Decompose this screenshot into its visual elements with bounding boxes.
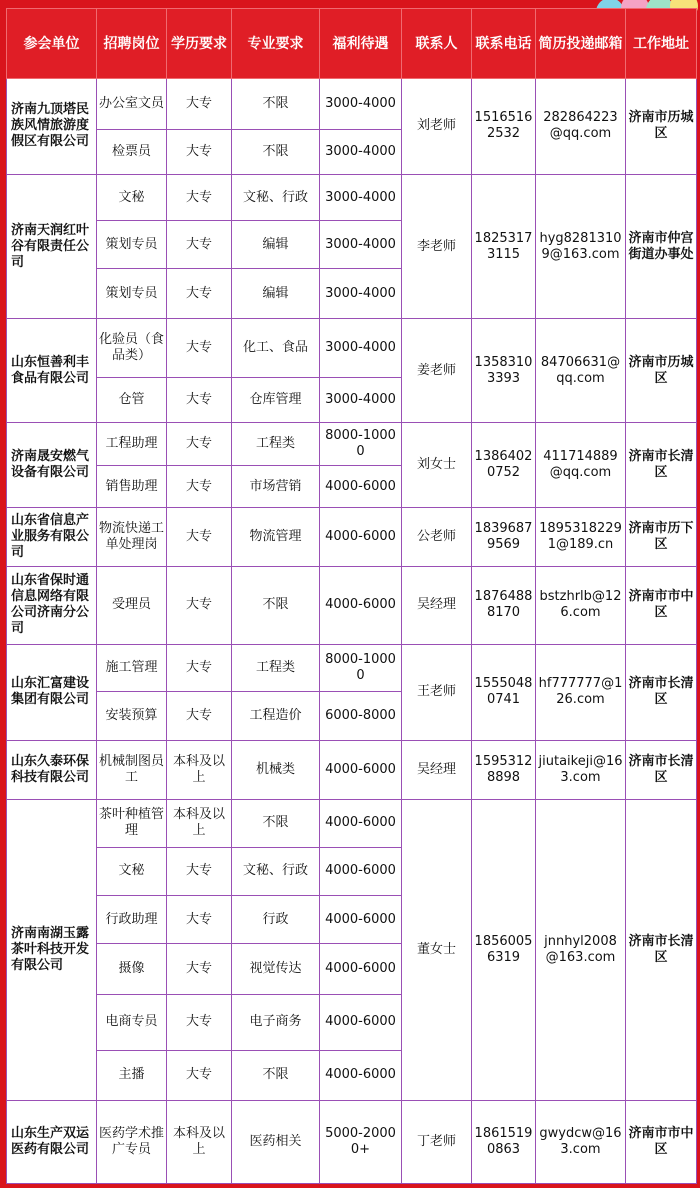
salary-cell: 3000-4000 bbox=[320, 79, 402, 130]
salary-cell: 6000-8000 bbox=[320, 692, 402, 740]
contact-cell: 吴经理 bbox=[402, 566, 472, 644]
position-cell: 化验员（食品类） bbox=[97, 319, 167, 378]
recruitment-panel bbox=[6, 8, 696, 1184]
education-cell: 大专 bbox=[167, 377, 232, 422]
education-cell: 大专 bbox=[167, 944, 232, 995]
salary-cell: 3000-4000 bbox=[320, 268, 402, 319]
location-cell: 济南市长清区 bbox=[626, 644, 697, 740]
header-contact: 联系人 bbox=[402, 9, 472, 79]
education-cell: 大专 bbox=[167, 174, 232, 220]
email-cell: gwydcw@163.com bbox=[536, 1101, 626, 1184]
email-cell: jiutaikeji@163.com bbox=[536, 740, 626, 800]
education-cell: 大专 bbox=[167, 508, 232, 567]
major-cell: 机械类 bbox=[232, 740, 320, 800]
location-cell: 济南市历下区 bbox=[626, 508, 697, 567]
location-cell: 济南市仲宫街道办事处 bbox=[626, 174, 697, 318]
table-row bbox=[7, 644, 697, 691]
header-location: 工作地址 bbox=[626, 9, 697, 79]
position-cell: 受理员 bbox=[97, 566, 167, 644]
email-cell: bstzhrlb@126.com bbox=[536, 566, 626, 644]
position-cell: 工程助理 bbox=[97, 423, 167, 465]
major-cell: 物流管理 bbox=[232, 508, 320, 567]
company-cell: 济南晟安燃气设备有限公司 bbox=[7, 423, 97, 508]
education-cell: 大专 bbox=[167, 692, 232, 740]
salary-cell: 3000-4000 bbox=[320, 221, 402, 268]
position-cell: 行政助理 bbox=[97, 896, 167, 944]
education-cell: 大专 bbox=[167, 423, 232, 465]
company-cell: 山东恒善利丰食品有限公司 bbox=[7, 319, 97, 423]
position-cell: 销售助理 bbox=[97, 465, 167, 507]
major-cell: 医药相关 bbox=[232, 1101, 320, 1184]
table-row bbox=[7, 800, 697, 847]
contact-cell: 刘女士 bbox=[402, 423, 472, 508]
location-cell: 济南市市中区 bbox=[626, 1101, 697, 1184]
location-cell: 济南市历城区 bbox=[626, 319, 697, 423]
position-cell: 物流快递工单处理岗 bbox=[97, 508, 167, 567]
major-cell: 市场营销 bbox=[232, 465, 320, 507]
phone-cell: 13583103393 bbox=[472, 319, 536, 423]
recruitment-table bbox=[6, 8, 697, 1184]
phone-cell: 18615190863 bbox=[472, 1101, 536, 1184]
location-cell: 济南市市中区 bbox=[626, 566, 697, 644]
header-position: 招聘岗位 bbox=[97, 9, 167, 79]
salary-cell: 4000-6000 bbox=[320, 944, 402, 995]
major-cell: 化工、食品 bbox=[232, 319, 320, 378]
major-cell: 不限 bbox=[232, 566, 320, 644]
position-cell: 医药学术推广专员 bbox=[97, 1101, 167, 1184]
contact-cell: 刘老师 bbox=[402, 79, 472, 175]
phone-cell: 13864020752 bbox=[472, 423, 536, 508]
email-cell: hf777777@126.com bbox=[536, 644, 626, 740]
salary-cell: 4000-6000 bbox=[320, 1050, 402, 1101]
phone-cell: 15550480741 bbox=[472, 644, 536, 740]
company-cell: 济南天润红叶谷有限责任公司 bbox=[7, 174, 97, 318]
salary-cell: 8000-10000 bbox=[320, 423, 402, 465]
salary-cell: 4000-6000 bbox=[320, 566, 402, 644]
contact-cell: 姜老师 bbox=[402, 319, 472, 423]
salary-cell: 5000-20000+ bbox=[320, 1101, 402, 1184]
major-cell: 视觉传达 bbox=[232, 944, 320, 995]
salary-cell: 3000-4000 bbox=[320, 377, 402, 422]
contact-cell: 丁老师 bbox=[402, 1101, 472, 1184]
header-row bbox=[7, 9, 697, 79]
table-row bbox=[7, 508, 697, 567]
education-cell: 大专 bbox=[167, 994, 232, 1050]
education-cell: 本科及以上 bbox=[167, 1101, 232, 1184]
company-cell: 山东省信息产业服务有限公司 bbox=[7, 508, 97, 567]
email-cell: 282864223@qq.com bbox=[536, 79, 626, 175]
header-salary: 福利待遇 bbox=[320, 9, 402, 79]
major-cell: 编辑 bbox=[232, 221, 320, 268]
table-row bbox=[7, 566, 697, 644]
position-cell: 办公室文员 bbox=[97, 79, 167, 130]
salary-cell: 4000-6000 bbox=[320, 800, 402, 847]
major-cell: 仓库管理 bbox=[232, 377, 320, 422]
salary-cell: 4000-6000 bbox=[320, 994, 402, 1050]
salary-cell: 3000-4000 bbox=[320, 319, 402, 378]
phone-cell: 18764888170 bbox=[472, 566, 536, 644]
major-cell: 工程造价 bbox=[232, 692, 320, 740]
location-cell: 济南市历城区 bbox=[626, 79, 697, 175]
position-cell: 摄像 bbox=[97, 944, 167, 995]
table-row bbox=[7, 79, 697, 130]
header-company: 参会单位 bbox=[7, 9, 97, 79]
company-cell: 山东省保时通信息网络有限公司济南分公司 bbox=[7, 566, 97, 644]
position-cell: 施工管理 bbox=[97, 644, 167, 691]
position-cell: 机械制图员工 bbox=[97, 740, 167, 800]
company-cell: 济南九顶塔民族风情旅游度假区有限公司 bbox=[7, 79, 97, 175]
company-cell: 山东久泰环保科技有限公司 bbox=[7, 740, 97, 800]
table-row bbox=[7, 1101, 697, 1184]
major-cell: 不限 bbox=[232, 800, 320, 847]
phone-cell: 15165162532 bbox=[472, 79, 536, 175]
phone-cell: 18396879569 bbox=[472, 508, 536, 567]
position-cell: 文秘 bbox=[97, 847, 167, 895]
location-cell: 济南市长清区 bbox=[626, 740, 697, 800]
education-cell: 大专 bbox=[167, 566, 232, 644]
email-cell: 411714889@qq.com bbox=[536, 423, 626, 508]
major-cell: 文秘、行政 bbox=[232, 847, 320, 895]
table-row bbox=[7, 319, 697, 378]
contact-cell: 李老师 bbox=[402, 174, 472, 318]
location-cell: 济南市长清区 bbox=[626, 423, 697, 508]
location-cell: 济南市长清区 bbox=[626, 800, 697, 1101]
salary-cell: 4000-6000 bbox=[320, 465, 402, 507]
phone-cell: 18253173115 bbox=[472, 174, 536, 318]
contact-cell: 吴经理 bbox=[402, 740, 472, 800]
position-cell: 策划专员 bbox=[97, 268, 167, 319]
header-education: 学历要求 bbox=[167, 9, 232, 79]
education-cell: 大专 bbox=[167, 129, 232, 174]
major-cell: 行政 bbox=[232, 896, 320, 944]
major-cell: 电子商务 bbox=[232, 994, 320, 1050]
position-cell: 检票员 bbox=[97, 129, 167, 174]
education-cell: 大专 bbox=[167, 896, 232, 944]
header-email: 简历投递邮箱 bbox=[536, 9, 626, 79]
company-cell: 济南南湖玉露茶叶科技开发有限公司 bbox=[7, 800, 97, 1101]
position-cell: 仓管 bbox=[97, 377, 167, 422]
salary-cell: 3000-4000 bbox=[320, 129, 402, 174]
education-cell: 本科及以上 bbox=[167, 740, 232, 800]
position-cell: 策划专员 bbox=[97, 221, 167, 268]
company-cell: 山东汇富建设集团有限公司 bbox=[7, 644, 97, 740]
major-cell: 文秘、行政 bbox=[232, 174, 320, 220]
contact-cell: 公老师 bbox=[402, 508, 472, 567]
salary-cell: 3000-4000 bbox=[320, 174, 402, 220]
position-cell: 茶叶种植管理 bbox=[97, 800, 167, 847]
education-cell: 大专 bbox=[167, 319, 232, 378]
education-cell: 本科及以上 bbox=[167, 800, 232, 847]
position-cell: 文秘 bbox=[97, 174, 167, 220]
phone-cell: 15953128898 bbox=[472, 740, 536, 800]
major-cell: 不限 bbox=[232, 129, 320, 174]
email-cell: 18953182291@189.cn bbox=[536, 508, 626, 567]
major-cell: 不限 bbox=[232, 1050, 320, 1101]
major-cell: 工程类 bbox=[232, 644, 320, 691]
education-cell: 大专 bbox=[167, 79, 232, 130]
phone-cell: 18560056319 bbox=[472, 800, 536, 1101]
salary-cell: 4000-6000 bbox=[320, 847, 402, 895]
position-cell: 主播 bbox=[97, 1050, 167, 1101]
header-phone: 联系电话 bbox=[472, 9, 536, 79]
major-cell: 编辑 bbox=[232, 268, 320, 319]
education-cell: 大专 bbox=[167, 465, 232, 507]
major-cell: 不限 bbox=[232, 79, 320, 130]
table-row bbox=[7, 740, 697, 800]
position-cell: 电商专员 bbox=[97, 994, 167, 1050]
table-row bbox=[7, 423, 697, 465]
table-row bbox=[7, 174, 697, 220]
education-cell: 大专 bbox=[167, 221, 232, 268]
major-cell: 工程类 bbox=[232, 423, 320, 465]
company-cell: 山东生产双运医药有限公司 bbox=[7, 1101, 97, 1184]
salary-cell: 4000-6000 bbox=[320, 740, 402, 800]
salary-cell: 4000-6000 bbox=[320, 896, 402, 944]
email-cell: 84706631@qq.com bbox=[536, 319, 626, 423]
header-major: 专业要求 bbox=[232, 9, 320, 79]
email-cell: hyg82813109@163.com bbox=[536, 174, 626, 318]
position-cell: 安装预算 bbox=[97, 692, 167, 740]
education-cell: 大专 bbox=[167, 644, 232, 691]
email-cell: jnnhyl2008@163.com bbox=[536, 800, 626, 1101]
education-cell: 大专 bbox=[167, 847, 232, 895]
salary-cell: 8000-10000 bbox=[320, 644, 402, 691]
education-cell: 大专 bbox=[167, 268, 232, 319]
salary-cell: 4000-6000 bbox=[320, 508, 402, 567]
education-cell: 大专 bbox=[167, 1050, 232, 1101]
contact-cell: 王老师 bbox=[402, 644, 472, 740]
contact-cell: 董女士 bbox=[402, 800, 472, 1101]
